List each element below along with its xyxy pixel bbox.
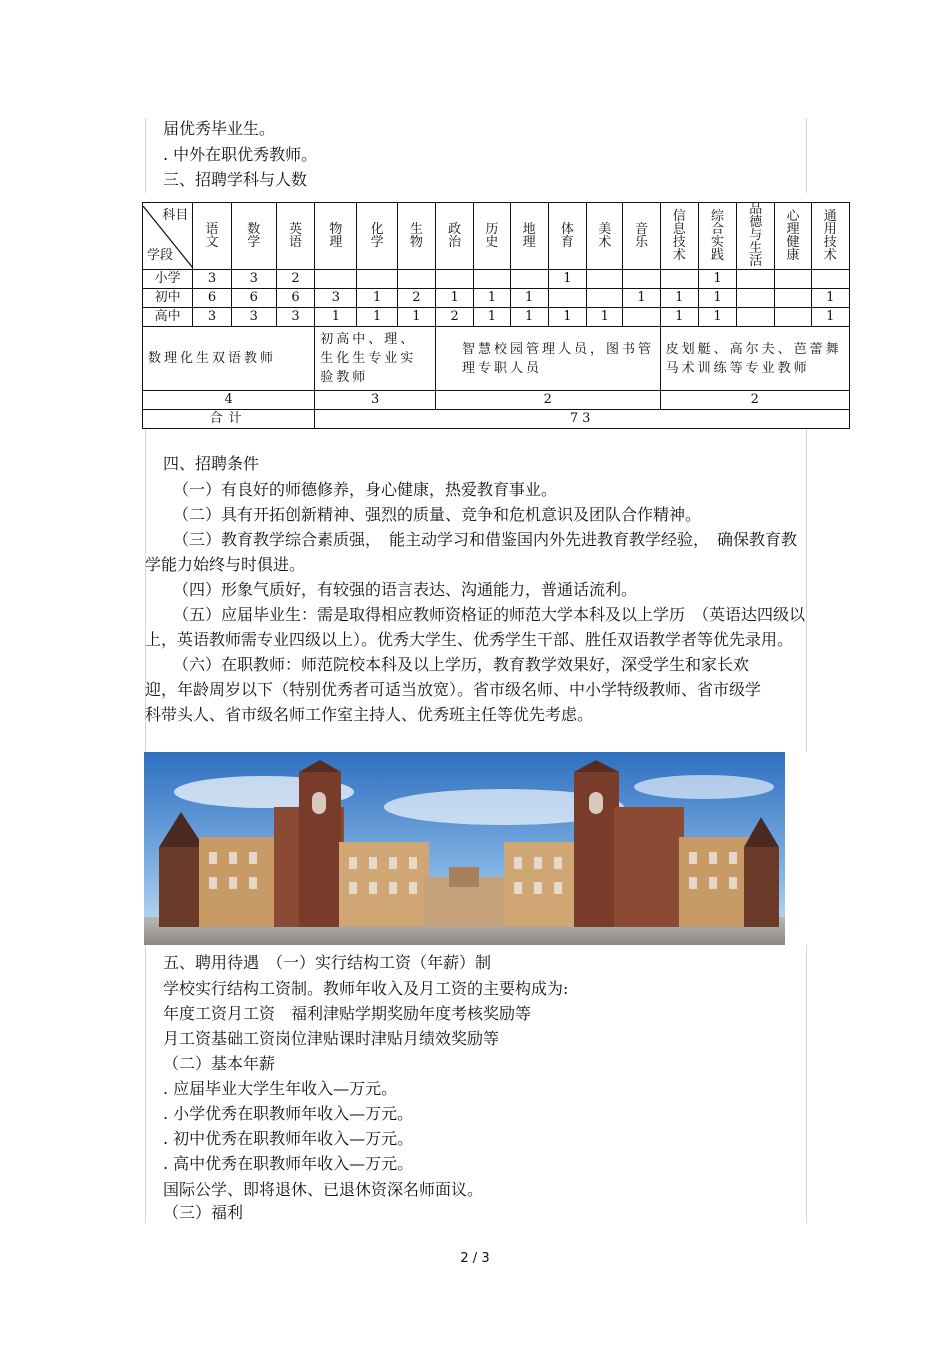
- role-cell: 智慧校园管理人员，图书管理专职人员: [436, 327, 661, 391]
- table-cell: 1: [474, 308, 510, 327]
- table-cell: 1: [811, 308, 849, 327]
- role-count: 2: [436, 391, 661, 410]
- condition-item: （五）应届毕业生：需是取得相应教师资格证的师范大学本科及以上学历 （英语达四级以上，英语教师需专业四级以上）。优秀大学生、优秀学生干部、胜任双语教学者等优先录用。: [145, 605, 806, 649]
- page-number: 2 / 3: [460, 1251, 490, 1266]
- subsection-heading: （三）福利: [163, 1203, 244, 1222]
- total-row: [143, 410, 850, 429]
- subject-header: 英语: [276, 203, 314, 270]
- table-cell: [357, 270, 397, 289]
- table-cell: 1: [397, 308, 435, 327]
- campus-building-image: [144, 752, 785, 945]
- condition-item: （六）在职教师：师范院校本科及以上学历，教育教学效果好，深受学生和家长欢迎，年龄周岁以下（特别优秀者可适当放宽）。省市级名师、中小学特级教师、省市级学科带头人、省市级名师工作室主持人、优秀班主任等优先考虑。: [145, 655, 762, 724]
- role-count: 3: [315, 391, 436, 410]
- table-cell: 1: [698, 308, 736, 327]
- table-cell: 3: [231, 270, 276, 289]
- table-cell: 1: [548, 270, 586, 289]
- table-cell: [775, 308, 811, 327]
- condition-item: （一）有良好的师德修养，身心健康，热爱教育事业。: [173, 480, 558, 499]
- recruitment-table: [142, 202, 850, 429]
- subsection-heading: （二）基本年薪: [163, 1054, 276, 1073]
- table-cell: 1: [510, 289, 548, 308]
- table-cell: 2: [276, 270, 314, 289]
- table-cell: 1: [698, 270, 736, 289]
- roles-row: [143, 327, 850, 391]
- table-cell: [315, 270, 357, 289]
- text-line: . 小学优秀在职教师年收入—万元。: [163, 1104, 414, 1123]
- text-line: . 应届毕业大学生年收入—万元。: [163, 1079, 398, 1098]
- table-row: [143, 270, 850, 289]
- table-row: [143, 289, 850, 308]
- total-value: 73: [315, 410, 850, 429]
- text-line: 国际公学、即将退休、已退休资深名师面议。: [163, 1180, 484, 1199]
- conditions-list: [145, 477, 807, 727]
- table-cell: [397, 270, 435, 289]
- total-label: 合计: [143, 410, 315, 429]
- table-cell: 3: [231, 308, 276, 327]
- table-cell: [587, 289, 623, 308]
- text-line: 月工资基础工资岗位津贴课时津贴月绩效奖励等: [163, 1029, 500, 1048]
- text-line: . 中外在职优秀教师。: [163, 145, 318, 164]
- text-line: . 初中优秀在职教师年收入—万元。: [163, 1129, 414, 1148]
- subject-header: 信息技术: [660, 203, 698, 270]
- subject-header: 音乐: [623, 203, 660, 270]
- table-cell: [510, 270, 548, 289]
- table-header-row: [143, 203, 850, 270]
- subject-header: 综合实践: [698, 203, 736, 270]
- subject-header: 美术: [587, 203, 623, 270]
- subject-header: 心理健康: [775, 203, 811, 270]
- table-cell: [587, 270, 623, 289]
- table-cell: [548, 289, 586, 308]
- table-cell: [775, 270, 811, 289]
- stage-label: 初中: [143, 289, 193, 308]
- table-cell: [436, 270, 474, 289]
- table-cell: 1: [587, 308, 623, 327]
- frame-line-right: [806, 945, 807, 1223]
- section-heading: 五、聘用待遇 （一）实行结构工资（年薪）制: [163, 953, 492, 972]
- table-cell: [623, 308, 660, 327]
- stage-label: 高中: [143, 308, 193, 327]
- stage-label: 小学: [143, 270, 193, 289]
- condition-item: （四）形象气质好，有较强的语言表达、沟通能力，普通话流利。: [173, 580, 638, 599]
- table-cell: 1: [510, 308, 548, 327]
- table-cell: [660, 270, 698, 289]
- table-cell: 1: [357, 308, 397, 327]
- condition-item: （三）教育教学综合素质强， 能主动学习和借鉴国内外先进教育教学经验， 确保教育教学能力始终与时俱进。: [145, 530, 798, 574]
- table-cell: [737, 308, 775, 327]
- subject-header: 物理: [315, 203, 357, 270]
- role-cell: 初高中、理、生化生专业实验教师: [315, 327, 436, 391]
- subject-header: 历史: [474, 203, 510, 270]
- table-cell: 2: [397, 289, 435, 308]
- subject-header: 通用技术: [811, 203, 849, 270]
- table-cell: [737, 270, 775, 289]
- table-cell: [775, 289, 811, 308]
- campus-photo: [144, 752, 785, 945]
- table-cell: 1: [436, 289, 474, 308]
- role-count: 4: [143, 391, 315, 410]
- corner-stage-label: 学段: [147, 248, 174, 263]
- subject-header: 地理: [510, 203, 548, 270]
- section-heading: 四、招聘条件: [163, 454, 260, 473]
- table-cell: [737, 289, 775, 308]
- table-cell: 1: [357, 289, 397, 308]
- table-cell: 3: [315, 289, 357, 308]
- table-cell: [474, 270, 510, 289]
- role-count: 2: [660, 391, 849, 410]
- table-cell: 1: [474, 289, 510, 308]
- subject-header: 体育: [548, 203, 586, 270]
- text-line: 学校实行结构工资制。教师年收入及月工资的主要构成为:: [163, 979, 569, 998]
- table-cell: 1: [315, 308, 357, 327]
- table-cell: 6: [231, 289, 276, 308]
- role-cell: 数理化生双语教师: [143, 327, 315, 391]
- table-row: [143, 308, 850, 327]
- table-cell: 1: [660, 289, 698, 308]
- table-cell: 3: [193, 308, 231, 327]
- section-heading: 三、招聘学科与人数: [163, 170, 308, 189]
- subject-header: 数学: [231, 203, 276, 270]
- frame-line-left: [145, 945, 146, 1223]
- corner-subject-label: 科目: [162, 208, 189, 223]
- subject-header: 政治: [436, 203, 474, 270]
- role-cell: 皮划艇、高尔夫、芭蕾舞马术训练等专业教师: [660, 327, 849, 391]
- text-line: 届优秀毕业生。: [163, 119, 276, 138]
- subject-header: 品德与生活: [737, 203, 775, 270]
- table-cell: 3: [276, 308, 314, 327]
- text-line: 年度工资月工资 福利津贴学期奖励年度考核奖励等: [163, 1004, 532, 1023]
- table-cell: 1: [623, 289, 660, 308]
- table-cell: 1: [811, 289, 849, 308]
- table-cell: 2: [436, 308, 474, 327]
- table-cell: 1: [698, 289, 736, 308]
- table-cell: 6: [193, 289, 231, 308]
- table-cell: 1: [548, 308, 586, 327]
- condition-item: （二）具有开拓创新精神、强烈的质量、竞争和危机意识及团队合作精神。: [173, 505, 702, 524]
- table-cell: [811, 270, 849, 289]
- table-cell: 1: [660, 308, 698, 327]
- text-line: . 高中优秀在职教师年收入—万元。: [163, 1154, 414, 1173]
- subject-header: 化学: [357, 203, 397, 270]
- subject-header: 语文: [193, 203, 231, 270]
- subject-header: 生物: [397, 203, 435, 270]
- role-count-row: [143, 391, 850, 410]
- table-cell: 6: [276, 289, 314, 308]
- table-corner-cell: [143, 203, 193, 270]
- table-cell: [623, 270, 660, 289]
- table-cell: 3: [193, 270, 231, 289]
- frame-line-left: [145, 118, 146, 193]
- frame-line-right: [806, 118, 807, 193]
